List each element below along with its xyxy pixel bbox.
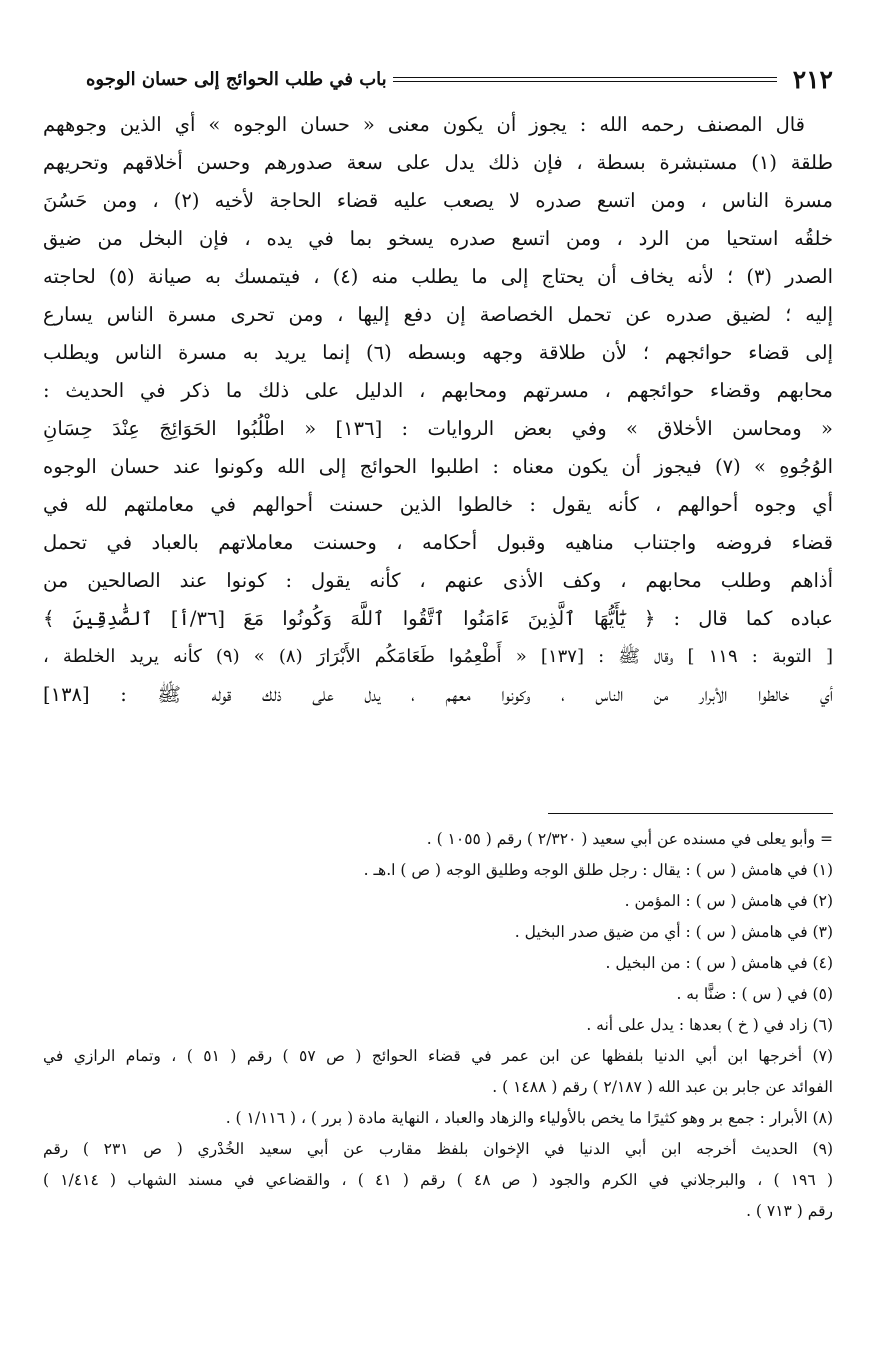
- body-line: [ التوبة : ١١٩ ] وقال ﷺ : [١٣٧] « أَطْعِمُوا طَعَامَكُم الأَبْرَارَ (٨) » (٩) كأنه يريد الخلطة ،: [43, 646, 833, 667]
- footnote-continuation: الفوائد عن جابر بن عبد الله ( ٢/١٨٧ ) رقم ( ١٤٨٨ ) .: [492, 1078, 833, 1096]
- footnote: (٦) زاد في ( خ ) بعدها : يدل على أنه .: [586, 1016, 833, 1034]
- body-line: أي وجوه أحوالهم ، كأنه يقول : خالطوا الذين حسنت أحوالهم في معاملتهم لله في: [43, 493, 833, 516]
- body-line: الصدر (٣) ؛ لأنه يخاف أن يحتاج إلى ما يطلب منه (٤) ، فيتمسك به صيانة (٥) لحاجته: [43, 265, 833, 288]
- footnote: (٩) الحديث أخرجه ابن أبي الدنيا في الإخوان بلفظ مقارب عن أبي سعيد الخُدْري ( ص ٢٣١ ) رقم: [43, 1140, 833, 1158]
- footnote: (١) في هامش ( س ) : يقال : رجل طلق الوجه وطليق الوجه ( ص ) ا.هـ .: [363, 861, 833, 879]
- footnotes: [43, 824, 833, 1227]
- chapter-title: باب في طلب الحوائج إلى حسان الوجوه: [86, 68, 387, 90]
- body-line: قال المصنف رحمه الله : يجوز أن يكون معنى « حسان الوجوه » أي الذين وجوههم: [43, 113, 805, 136]
- footnote: (٧) أخرجها ابن أبي الدنيا بلفظها عن ابن عمر في قضاء الحوائج ( ص ٥٧ ) رقم ( ٥١ ) ، وتمام الرازي في: [43, 1047, 833, 1065]
- body-line: الوُجُوهِ » (٧) فيجوز أن يكون معناه : اطلبوا الحوائج إلى الله وكونوا عند حسان الوجوه: [43, 455, 833, 478]
- body-line: مسرة الناس ، ومن اتسع صدره لا يصعب عليه قضاء الحاجة لأخيه (٢) ، ومن حَسُنَ: [43, 189, 833, 212]
- footnote: (٥) في ( س ) : ضنًّا به .: [676, 985, 833, 1003]
- body-line: أي خالطوا الأبرار من الناس ، وكونوا معهم ، يدل على ذلك قوله ﷺ : [١٣٨]: [43, 683, 833, 706]
- footnote-continuation: رقم ( ٧١٣ ) .: [746, 1202, 833, 1220]
- body-line: طلقة (١) مستبشرة بسطة ، فإن ذلك يدل على سعة صدورهم وحسن أخلاقهم وتحريهم: [43, 151, 833, 174]
- footnote: (٢) في هامش ( س ) : المؤمن .: [624, 892, 833, 910]
- footnote: (٤) في هامش ( س ) : من البخيل .: [605, 954, 833, 972]
- body-line: خلقُه استحيا من الرد ، ومن اتسع صدره يسخو بما في يده ، فإن البخل من ضيق: [43, 227, 833, 250]
- header-double-rule: [393, 77, 777, 82]
- running-header: [86, 62, 833, 96]
- main-text: [43, 106, 833, 714]
- body-line: « ومحاسن الأخلاق » وفي بعض الروايات : [١٣٦] « اطْلُبُوا الحَوَائِجَ عِنْدَ حِسَانِ: [43, 417, 833, 440]
- body-line: إلى قضاء حوائجهم ؛ لأن طلاقة وجهه وبسطه (٦) إنما يريد به مسرة الناس ويطلب: [43, 341, 833, 364]
- body-line: إليه ؛ لضيق صدره عن تحمل الخصاصة إن دفع إليها ، ومن تحرى مسرة الناس يسارع: [43, 303, 833, 326]
- page-number: ٢١٢: [792, 64, 833, 94]
- body-line: محابهم وقضاء حوائجهم ، مسرتهم ومحابهم ، الدليل على ذلك ما ذكر في الحديث :: [43, 379, 833, 402]
- quran-verse-line: عباده كما قال : ﴿ يَٰٓأَيُّهَا ٱلَّذِينَ ءَامَنُوا ٱتَّقُوا ٱللَّهَ وَكُونُوا مَعَ [٣٦/أ] ٱلصَّٰدِقِينَ ﴾: [43, 607, 833, 630]
- footnote: (٣) في هامش ( س ) : أي من ضيق صدر البخيل .: [514, 923, 833, 941]
- footnote: (٨) الأبرار : جمع بر وهو كثيرًا ما يخص بالأولياء والزهاد والعباد ، النهاية مادة ( برر ) ، ( ١/١١٦ ) .: [225, 1109, 833, 1127]
- footnote-separator: [548, 813, 833, 814]
- footnote-continuation: ( ١٩٦ ) ، والبرجلاني في الكرم والجود ( ص ٤٨ ) رقم ( ٤١ ) ، والقضاعي في مسند الشهاب ( ١/٤١٤ ): [43, 1171, 833, 1189]
- footnote: = وأبو يعلى في مسنده عن أبي سعيد ( ٢/٣٢٠ ) رقم ( ١٠٥٥ ) .: [426, 830, 833, 848]
- body-line: قضاء فروضه واجتناب مناهيه وقبول أحكامه ، وحسنت معاملاتهم بالعباد في تحمل: [43, 531, 833, 554]
- body-line: أذاهم وطلب محابهم ، وكف الأذى عنهم ، كأنه يقول : كونوا عند الصالحين من: [43, 569, 833, 592]
